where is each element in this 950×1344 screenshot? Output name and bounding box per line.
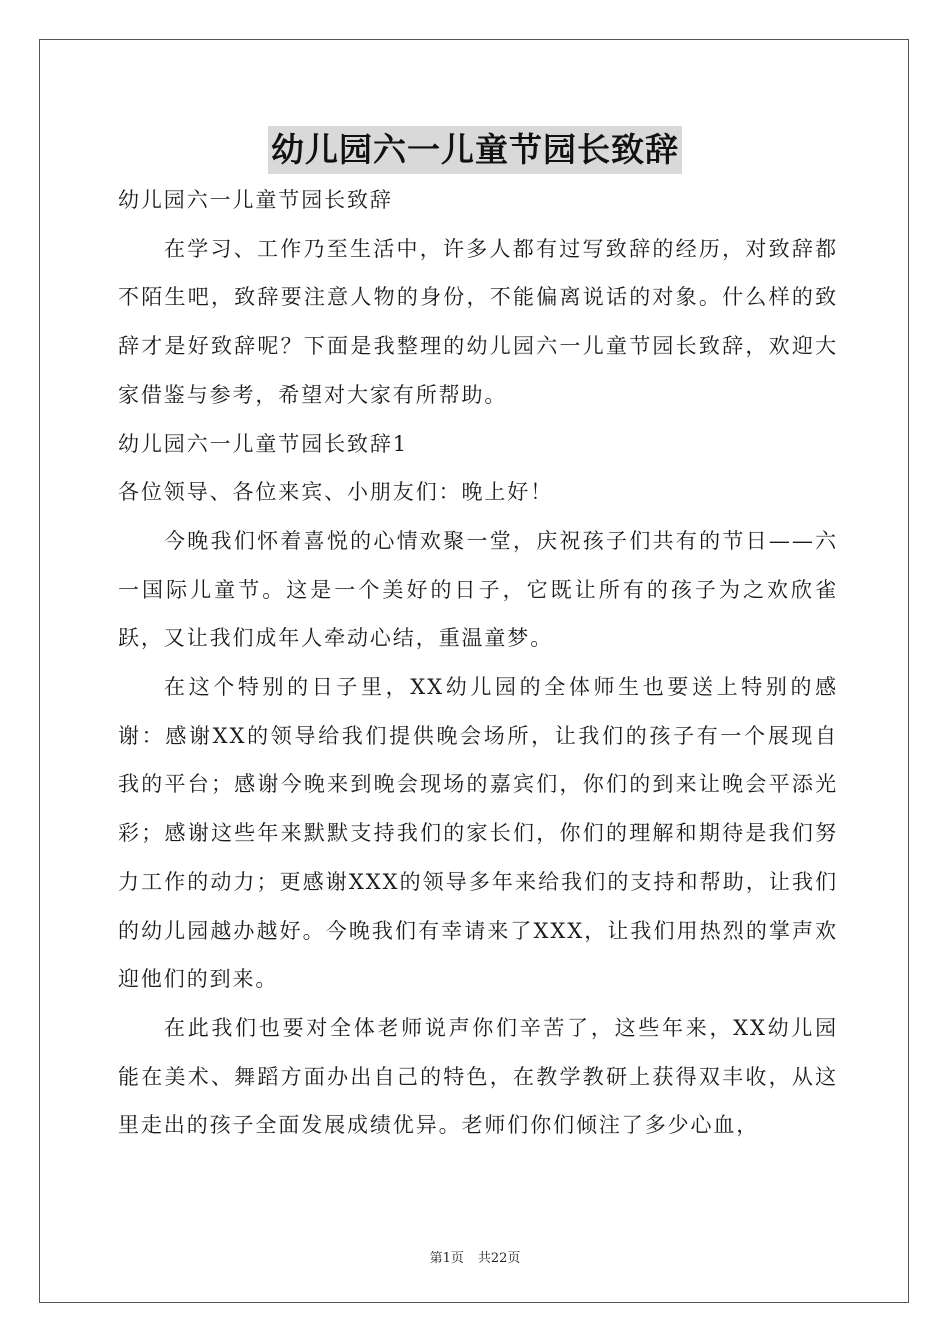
- paragraph: 幼儿园六一儿童节园长致辞1: [118, 431, 409, 456]
- page-number: 第1页: [429, 1251, 464, 1266]
- document-title: 幼儿园六一儿童节园长致辞: [268, 126, 682, 174]
- paragraph: 幼儿园六一儿童节园长致辞: [118, 188, 393, 212]
- title-area: [0, 126, 950, 174]
- document-body: [118, 176, 838, 1150]
- page-footer: [0, 1247, 950, 1266]
- paragraph: 在此我们也要对全体老师说声你们辛苦了，这些年来，XX幼儿园能在美术、舞蹈方面办出自己的特色，在教学教研上获得双丰收，从这里走出的孩子全面发展成绩优异。老师们你们倾注了多少心血，: [118, 1015, 838, 1138]
- total-pages: 共22页: [477, 1251, 521, 1266]
- paragraph: 今晚我们怀着喜悦的心情欢聚一堂，庆祝孩子们共有的节日——六一国际儿童节。这是一个美好的日子，它既让所有的孩子为之欢欣雀跃，又让我们成年人牵动心结，重温童梦。: [118, 528, 838, 651]
- paragraph: 在这个特别的日子里，XX幼儿园的全体师生也要送上特别的感谢：感谢XX的领导给我们提供晚会场所，让我们的孩子有一个展现自我的平台；感谢今晚来到晚会现场的嘉宾们，你们的到来让晚会平添光彩；感谢这些年来默默支持我们的家长们，你们的理解和期待是我们努力工作的动力；更感谢XXX的领导多年来给我们的支持和帮助，让我们的幼儿园越办越好。今晚我们有幸请来了XXX，让我们用热烈的掌声欢迎他们的到来。: [118, 675, 838, 992]
- paragraph: 在学习、工作乃至生活中，许多人都有过写致辞的经历，对致辞都不陌生吧，致辞要注意人物的身份，不能偏离说话的对象。什么样的致辞才是好致辞呢？下面是我整理的幼儿园六一儿童节园长致辞，欢迎大家借鉴与参考，希望对大家有所帮助。: [118, 236, 838, 407]
- paragraph: 各位领导、各位来宾、小朋友们：晚上好！: [118, 480, 554, 505]
